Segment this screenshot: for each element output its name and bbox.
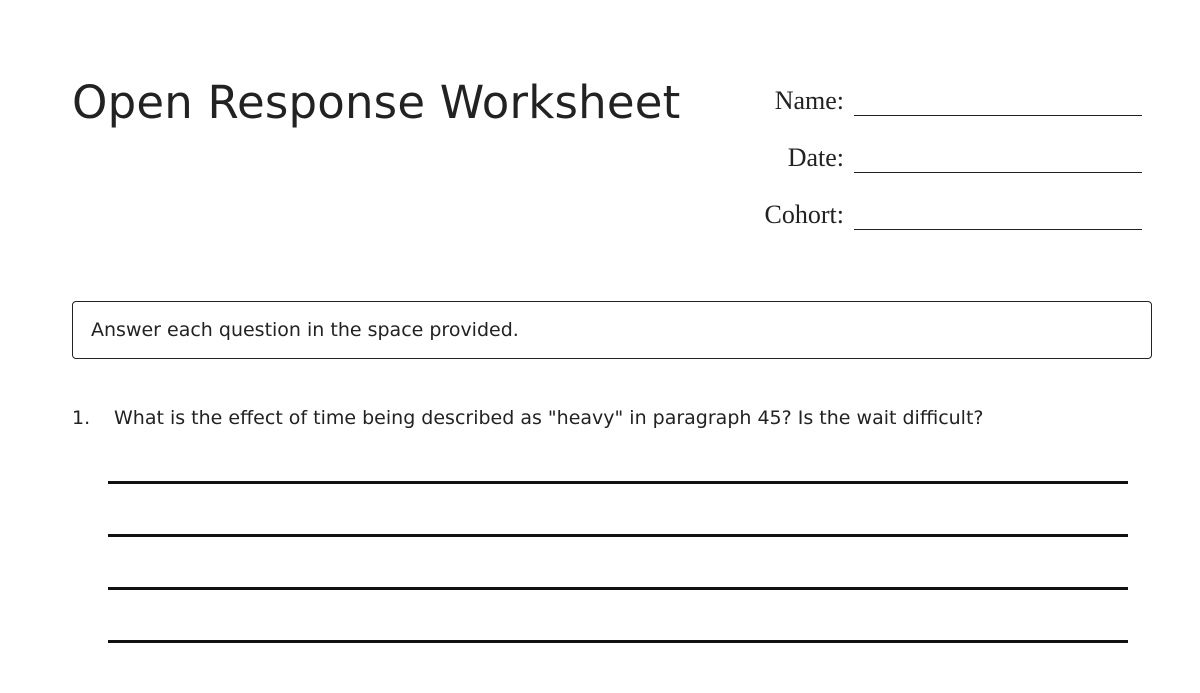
instructions-box bbox=[72, 301, 1152, 359]
answer-line[interactable] bbox=[108, 587, 1128, 590]
question-1 bbox=[72, 403, 1152, 433]
name-blank-line[interactable] bbox=[854, 115, 1142, 116]
date-label: Date: bbox=[787, 143, 844, 172]
cohort-blank-line[interactable] bbox=[854, 229, 1142, 230]
student-info-fields bbox=[740, 78, 1154, 249]
answer-lines-question-1 bbox=[108, 481, 1128, 693]
answer-line[interactable] bbox=[108, 640, 1128, 643]
question-number: 1. bbox=[72, 407, 91, 429]
cohort-label: Cohort: bbox=[764, 200, 844, 229]
name-label: Name: bbox=[774, 86, 844, 115]
cohort-field-row bbox=[740, 192, 1154, 249]
question-text: What is the effect of time being described as "heavy" in paragraph 45? Is the wait difficult? bbox=[114, 407, 984, 429]
instructions-text: Answer each question in the space provided. bbox=[91, 319, 519, 341]
worksheet-title: Open Response Worksheet bbox=[72, 76, 681, 129]
answer-line[interactable] bbox=[108, 534, 1128, 537]
name-field-row bbox=[740, 78, 1154, 135]
date-field-row bbox=[740, 135, 1154, 192]
date-blank-line[interactable] bbox=[854, 172, 1142, 173]
answer-line[interactable] bbox=[108, 481, 1128, 484]
